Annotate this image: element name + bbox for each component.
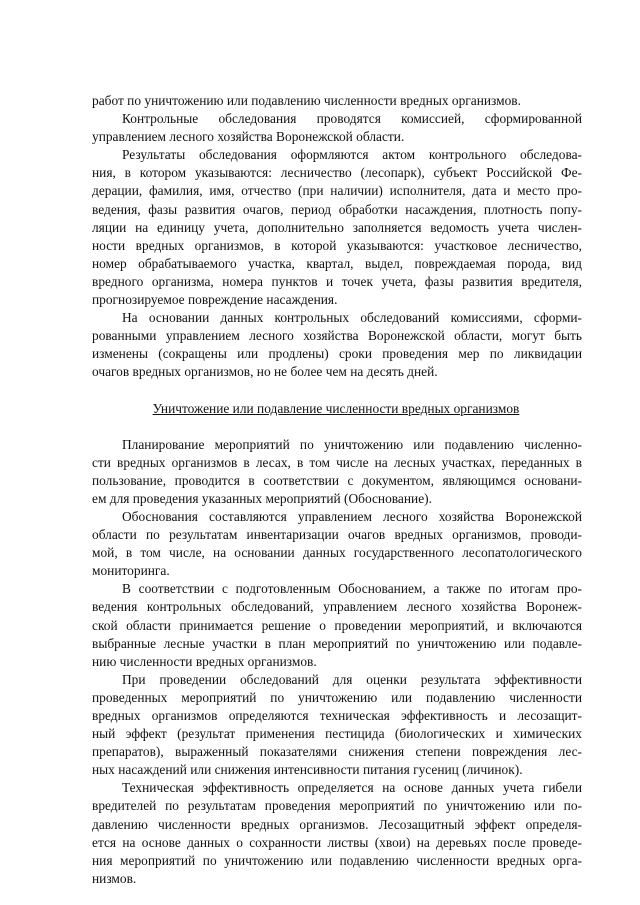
- spacer: [92, 418, 582, 436]
- text-line: работ по уничтожению или подавлению численности вредных организмов.: [92, 93, 521, 108]
- text-line: ется на основе данных о сохранности листвы (хвои) на деревьях после проведе-: [92, 834, 582, 850]
- text-line: низмов.: [92, 870, 137, 886]
- text-line: очагов вредных организмов, но не более чем на десять дней.: [92, 364, 438, 380]
- text-line: ляции на единицу учета, дополнительно заполняется ведомость учета числен-: [92, 219, 582, 235]
- paragraph: [92, 92, 582, 110]
- paragraph: [92, 110, 582, 146]
- text-line: мониторинга.: [92, 563, 170, 579]
- text-line: ный эффект (результат применения пестицида (биологических и химических: [92, 726, 582, 742]
- text-line: ния мероприятий по уничтожению или подавлению численности вредных орга-: [92, 852, 582, 868]
- paragraph: [92, 146, 582, 309]
- text-line: В соответствии с подготовленным Обоснованием, а также по итогам про-: [122, 581, 582, 597]
- paragraph: [92, 508, 582, 580]
- text-line: ской области принимается решение о проведении мероприятий, и включаются: [92, 617, 582, 633]
- text-line: номер обрабатываемого участка, квартал, выдел, повреждаемая порода, вид: [92, 255, 582, 271]
- paragraph: [92, 779, 582, 888]
- text-line: области по результатам инвентаризации очагов вредных организмов, проводи-: [92, 527, 582, 543]
- text-line: нию численности вредных организмов.: [92, 653, 317, 669]
- text-line: изменены (сокращены или продлены) сроки проведения мер по ликвидации: [92, 346, 582, 362]
- text-line: Планирование мероприятий по уничтожению или подавлению численно-: [122, 436, 582, 452]
- text-line: проведенных мероприятий по уничтожению или подавлению численности: [92, 689, 582, 705]
- text-line: Техническая эффективность определяется на основе данных учета гибели: [122, 780, 582, 796]
- paragraph: [92, 436, 582, 508]
- text-line: управлением лесного хозяйства Воронежской области.: [92, 129, 405, 145]
- text-line: вредных организмов определяются техническая эффективность и лесозащит-: [92, 708, 582, 723]
- text-line: ных насаждений или снижения интенсивности питания гусениц (личинок).: [92, 762, 523, 778]
- text-line: На основании данных контрольных обследований комиссиями, сформи-: [122, 310, 582, 326]
- text-line: Результаты обследования оформляются актом контрольного обследова-: [122, 147, 582, 163]
- text-line: вредителей по результатам проведения мероприятий по уничтожению или по-: [92, 798, 582, 814]
- text-line: сти вредных организмов в лесах, в том числе на лесных участках, переданных в: [92, 454, 582, 470]
- text-line: Контрольные обследования проводятся комиссией, сформированной: [122, 111, 582, 127]
- text-line: вредного организма, номера пунктов и точек учета, фазы развития вредителя,: [92, 273, 582, 289]
- text-line: ведения, фазы развития очагов, период обработки насаждения, плотность попу-: [92, 201, 582, 217]
- text-line: прогнозируемое повреждение насаждения.: [92, 292, 338, 308]
- text-line: ем для проведения указанных мероприятий (Обоснование).: [92, 490, 432, 506]
- text-line: ния, в котором указываются: лесничество (лесопарк), субъект Российской Фе-: [92, 165, 582, 181]
- text-line: мой, в том числе, на основании данных государственного лесопатологического: [92, 545, 582, 561]
- text-line: ности вредных организмов, в которой указываются: участковое лесничество,: [92, 237, 582, 253]
- paragraph: [92, 671, 582, 780]
- section-bottom: [92, 436, 582, 888]
- text-line: Обоснования составляются управлением лесного хозяйства Воронежской: [122, 508, 582, 524]
- paragraph: [92, 309, 582, 381]
- text-line: ведения контрольных обследований, управлением лесного хозяйства Воронеж-: [92, 599, 582, 615]
- paragraph: [92, 580, 582, 670]
- text-line: пользование, проводится в соответствии с документом, являющимся основани-: [92, 472, 582, 488]
- text-line: препаратов), выраженный показателями снижения степени повреждения лес-: [92, 744, 582, 760]
- text-line: При проведении обследований для оценки результата эффективности: [122, 671, 582, 687]
- text-line: рованными управлением лесного хозяйства Воронежской области, могут быть: [92, 328, 582, 344]
- spacer: [92, 382, 582, 400]
- text-line: дерации, фамилия, имя, отчество (при наличии) исполнителя, дата и место про-: [92, 183, 582, 199]
- text-line: выбранные лесные участки в план мероприятий по уничтожению или подавле-: [92, 635, 582, 651]
- text-line: давлению численности вредных организмов. Лесозащитный эффект определя-: [92, 816, 582, 832]
- section-heading: Уничтожение или подавление численности вредных организмов: [152, 400, 520, 416]
- section-top: [92, 92, 582, 382]
